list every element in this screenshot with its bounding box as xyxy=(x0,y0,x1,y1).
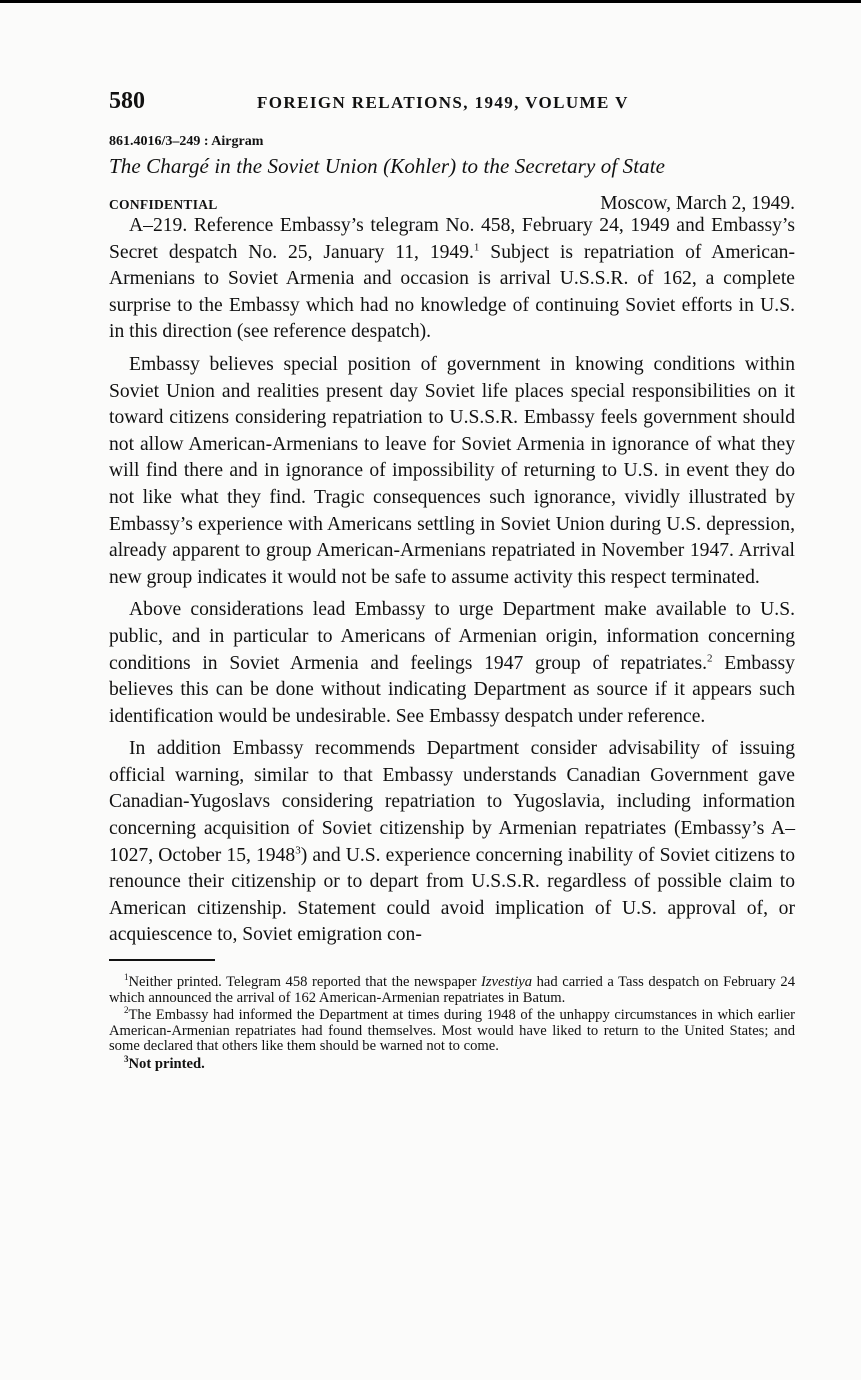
body-paragraph-3 xyxy=(109,597,795,730)
document-body xyxy=(109,213,795,949)
body-paragraph-1 xyxy=(109,213,795,346)
paragraph-text: A–219. Reference Embassy’s telegram No. 458, February 24, 1949 and Embassy’s Secret despatch No. 25, January 11, 1949. xyxy=(109,215,795,263)
paragraph-text: ) and U.S. experience concerning inability of Soviet citizens to renounce their citizenship or to depart from U.S.S.R. regardless of possible claim to American citizenship. Statement could avoid implication of U.S. approval of, or acquiescence to, Soviet emigration con- xyxy=(109,844,795,946)
page-number: 580 xyxy=(109,88,145,114)
top-edge-rule xyxy=(0,0,861,3)
footnote-1 xyxy=(109,972,795,1006)
paragraph-text: Subject is repatriation of American-Armenians to Soviet Armenia and occasion is arrival U.S.S.R. of 162, a complete surprise to the Embassy which had no knowledge of continuing Soviet efforts in U.S. in this direction (see reference despatch). xyxy=(109,241,795,343)
page-header xyxy=(109,88,795,122)
footnote-mark: 1 xyxy=(124,972,129,983)
footnote-reference-1: 1 xyxy=(473,241,480,254)
place-and-date: Moscow, March 2, 1949. xyxy=(600,193,795,214)
document-page xyxy=(109,88,795,1075)
document-title: The Chargé in the Soviet Union (Kohler) to the Secretary of State xyxy=(109,154,666,178)
body-paragraph-4 xyxy=(109,736,795,949)
classification-label: CONFIDENTIAL xyxy=(109,197,218,212)
footnote-reference-3: 3 xyxy=(295,844,301,857)
footnote-2 xyxy=(109,1005,795,1055)
paragraph-text: Above considerations lead Embassy to urge Department make available to U.S. public, and in particular to Americans of Armenian origin, information concerning conditions in Soviet Armenia and feelings 1947 group of repatriates. xyxy=(109,599,795,674)
footnote-text: had carried a Tass despatch on February 24 which announced the arrival of 162 American-Armenian repatriates in Batum. xyxy=(109,974,795,1006)
footnote-text: Not printed. xyxy=(128,1056,205,1072)
document-meta-line xyxy=(109,193,795,215)
footnote-italic-term: Izvestiya xyxy=(481,974,533,991)
footnote-reference-2: 2 xyxy=(707,651,713,664)
footnote-mark: 2 xyxy=(124,1005,129,1016)
footnote-3 xyxy=(109,1054,795,1073)
footnote-text: Neither printed. Telegram 458 reported that the newspaper xyxy=(128,974,481,991)
paragraph-text: In addition Embassy recommends Department consider advisability of issuing official warning, similar to that Embassy understands Canadian Government gave Canadian-Yugoslavs considering repatriation to Yugoslavia, including information concerning acquisition of Soviet citizenship by Armenian repatriates (Embassy’s A–1027, October 15, 1948 xyxy=(109,738,795,866)
running-head: FOREIGN RELATIONS, 1949, VOLUME V xyxy=(257,93,629,112)
footnote-separator xyxy=(109,959,215,961)
footnote-mark: 3 xyxy=(124,1054,129,1065)
footnote-text: The Embassy had informed the Department at times during 1948 of the unhappy circumstances in which earlier American-Armenian repatriates had found themselves. Most would have liked to return to the United States; and some declared that others like them should be warned not to come. xyxy=(109,1007,795,1055)
body-paragraph-2: Embassy believes special position of government in knowing conditions within Soviet Union and realities present day Soviet life places special responsibilities on it toward citizens considering repatriation to U.S.S.R. Embassy feels government should not allow American-Armenians to leave for Soviet Armenia in ignorance of what they will find there and in ignorance of impossibility of returning to U.S. in event they do not like what they find. Tragic consequences such ignorance, vividly illustrated by Embassy’s experience with Americans settling in Soviet Union during U.S. depression, already apparent to group American-Armenians repatriated in November 1947. Arrival new group indicates it would not be safe to assume activity this respect terminated. xyxy=(109,353,795,588)
paragraph-text: Embassy believes this can be done without indicating Department as source if it appears such identification would be undesirable. See Embassy despatch under reference. xyxy=(109,652,795,727)
footnotes xyxy=(109,972,795,1073)
document-file-number: 861.4016/3–249 : Airgram xyxy=(109,134,264,149)
